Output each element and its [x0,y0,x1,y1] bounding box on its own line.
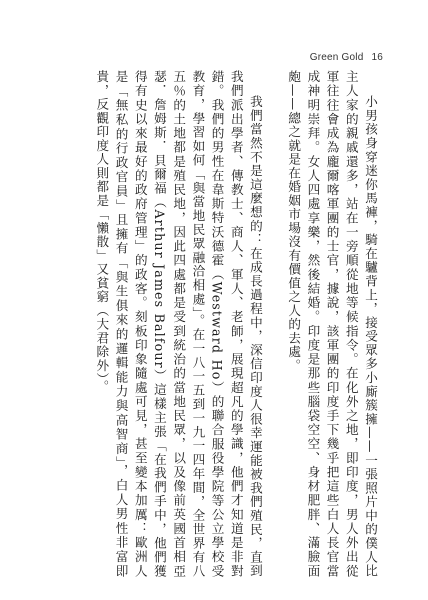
book-title: Green Gold [309,52,364,63]
paragraph-2: 我們當然不是這麼想的：在成長過程中，深信印度人很幸運能被我們殖民，直到我們派出學者、傳教士、商人、軍人、老師，展現超凡的學識，他們才知道是非對錯。我們的男性在韋斯特沃德霍（Westward Ho）的聯合服役學院等公立學校受教育，學習如何「與當地民眾融洽相處」。在一八一五到一九一四年間，全世界有八五％的土地都是殖民地，因此四處都是受到統治的當地民眾，以及像前英國首相亞瑟．詹姆斯．貝爾福（Arthur James Balfour）這樣主張「在我們手中，他們獲得有史以來最好的政府管理」的政客。刻板印象隨處可見，甚至變本加厲：歐洲人是「無私的行政官員」且擁有「與生俱來的邏輯能力與高智商」，白人男性非富即貴，反觀印度人則都是「懶散」又貧窮（大君除外）。 [94,70,263,578]
running-head [310,52,383,63]
paragraph-1: 小男孩身穿迷你馬褲，騎在驢背上，接受眾多小廝簇擁——一張照片中的僕人比主人家的親戚還多，站在一旁順從地等候指令。在化外之地，即印度，男人外出從軍往往會成為龐爾喀軍團的士官，據說，該軍團的印度手下幾乎把這些白人長官當成神明崇拜。女人四處享樂，然後結婚。印度是那些腦袋空空、身材肥胖、滿臉面皰——總之就是在婚姻市場沒有價值之人的去處。 [286,70,378,578]
body-text [40,70,380,578]
page-number: 16 [371,52,383,63]
